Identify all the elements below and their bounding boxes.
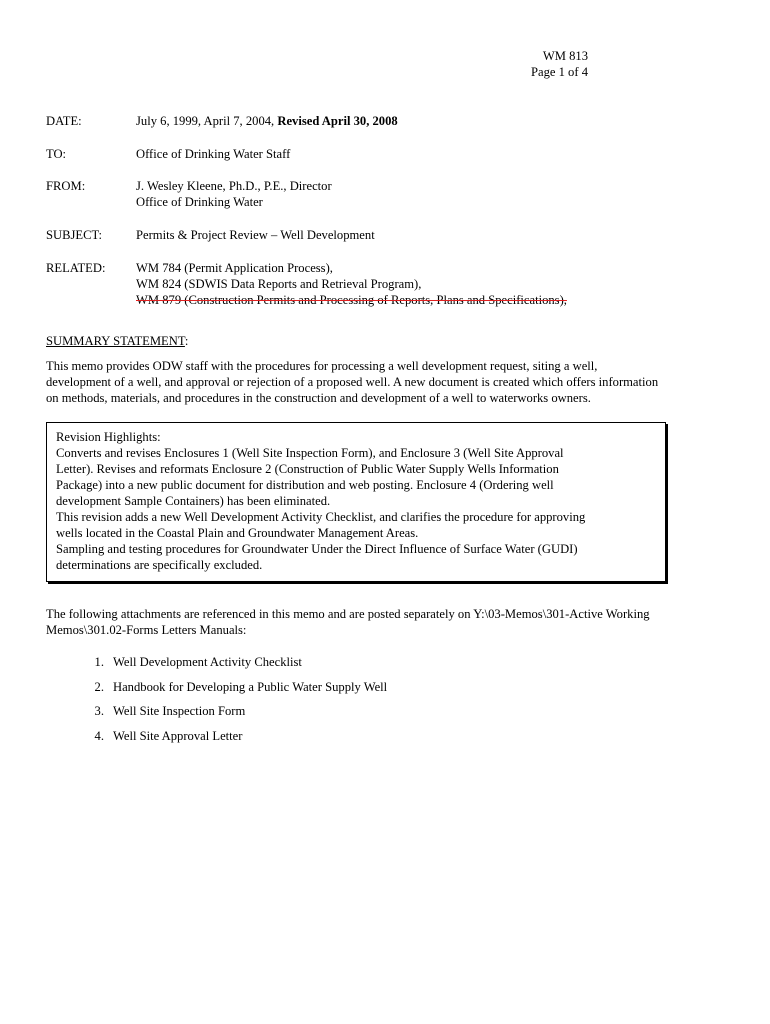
from-value — [136, 178, 736, 210]
list-item-text: Handbook for Developing a Public Water Supply Well — [113, 679, 388, 694]
attachments-list — [46, 654, 736, 752]
revision-line: determinations are specifically excluded. — [56, 558, 263, 572]
revision-line: Package) into a new public document for distribution and web posting. Enclosure 4 (Ordering well — [56, 478, 554, 492]
revision-line: Letter). Revises and reformats Enclosure 2 (Construction of Public Water Supply Wells Information — [56, 462, 559, 476]
related-line: WM 824 (SDWIS Data Reports and Retrieval Program), — [136, 277, 422, 291]
to-value: Office of Drinking Water Staff — [136, 147, 291, 161]
list-item-text: Well Site Approval Letter — [113, 728, 243, 743]
revision-line: Converts and revises Enclosures 1 (Well Site Inspection Form), and Enclosure 3 (Well Site Approval — [56, 446, 564, 460]
list-item-number: 3. — [94, 704, 104, 718]
attachments-intro-line: The following attachments are referenced in this memo and are posted separately on Y:\03-Memos\301-Active Working — [46, 607, 650, 621]
subject-value: Permits & Project Review – Well Development — [136, 228, 375, 242]
memo-number: WM 813 — [542, 49, 588, 63]
page-indicator: Page 1 of 4 — [530, 65, 588, 79]
revision-line: Sampling and testing procedures for Groundwater Under the Direct Influence of Surface Water (GUDI) — [56, 542, 578, 556]
revision-highlights-text — [56, 429, 585, 573]
date-value-plain: July 6, 1999, April 7, 2004, — [136, 114, 278, 128]
from-line: J. Wesley Kleene, Ph.D., P.E., Director — [136, 179, 332, 193]
from-label: FROM: — [46, 179, 86, 193]
attachments-intro — [46, 606, 736, 638]
summary-line: This memo provides ODW staff with the procedures for processing a well development request, siting a well, — [46, 359, 598, 373]
list-item-number: 4. — [94, 728, 104, 743]
attachments-intro-line: Memos\301.02-Forms Letters Manuals: — [46, 623, 247, 637]
list-item-text: Well Site Inspection Form — [113, 704, 246, 718]
list-item — [46, 654, 736, 679]
from-line: Office of Drinking Water — [136, 195, 263, 209]
list-item — [46, 703, 736, 728]
summary-line: on methods, materials, and procedures in the construction and development of a well to waterworks owners. — [46, 391, 591, 405]
date-label: DATE: — [46, 114, 82, 128]
summary-heading — [46, 333, 736, 349]
list-item — [46, 679, 736, 704]
revision-line: This revision adds a new Well Development Activity Checklist, and clarifies the procedure for approving — [56, 510, 586, 524]
related-line: WM 784 (Permit Application Process), — [136, 261, 333, 275]
list-item-number: 2. — [94, 679, 104, 694]
summary-line: development of a well, and approval or rejection of a proposed well. A new document is created which offers information — [46, 375, 659, 389]
summary-heading-text: SUMMARY STATEMENT — [46, 334, 185, 348]
summary-paragraph — [46, 358, 736, 406]
related-value — [136, 260, 736, 308]
revision-line: development Sample Containers) has been eliminated. — [56, 494, 331, 508]
summary-heading-colon: : — [184, 334, 189, 348]
list-item-text: Well Development Activity Checklist — [113, 655, 302, 669]
list-item-number: 1. — [94, 655, 104, 669]
subject-label: SUBJECT: — [46, 228, 103, 242]
to-label: TO: — [46, 147, 67, 161]
revision-highlights-box — [46, 422, 666, 582]
date-value — [136, 113, 736, 129]
revision-line: wells located in the Coastal Plain and Groundwater Management Areas. — [56, 526, 419, 540]
related-line-struck: WM 879 (Construction Permits and Processing of Reports, Plans and Specifications), — [136, 293, 567, 307]
list-item — [46, 728, 736, 753]
related-label: RELATED: — [46, 261, 106, 275]
revision-line: Revision Highlights: — [56, 430, 161, 444]
date-value-revised: Revised April 30, 2008 — [277, 114, 398, 128]
